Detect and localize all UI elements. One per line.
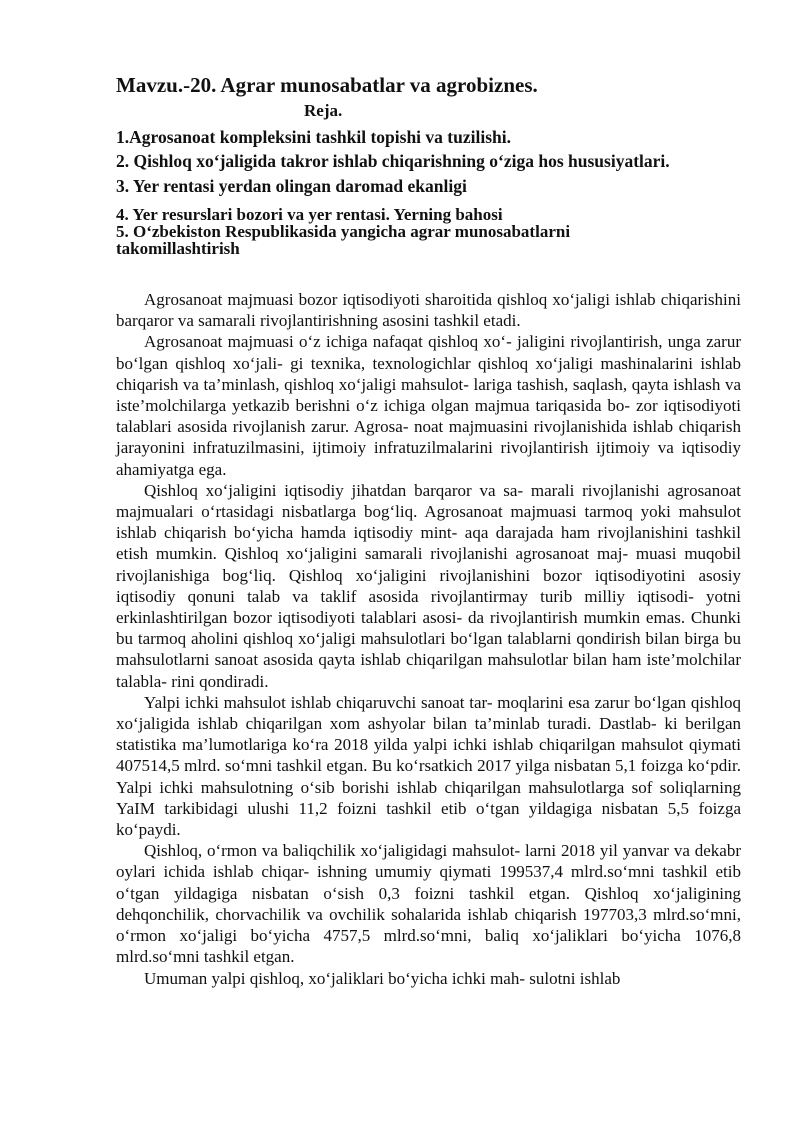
plan-list-continued [116, 206, 716, 257]
plan-item-4: 4. Yer resurslari bozori va yer rentasi. Yerning bahosi [116, 205, 503, 224]
plan-heading: Reja. [304, 101, 343, 120]
body-text [116, 289, 741, 989]
plan-item-5: 5. O‘zbekiston Respublikasida yangicha agrar munosabatlarni [116, 222, 571, 241]
page-title: Mavzu.-20. Agrar munosabatlar va agrobiznes. [116, 73, 538, 97]
plan-item-5-continued: takomillashtirish [116, 239, 240, 258]
plan-item-2: 2. Qishloq xo‘jaligida takror ishlab chiqarishning o‘ziga hos hususiyatlari. [116, 151, 670, 171]
paragraph: Agrosanoat majmuasi bozor iqtisodiyoti sharoitida qishloq xo‘jaligi ishlab chiqarishini barqaror va samarali rivojlantirishning asosini tashkil etadi. [116, 290, 741, 331]
paragraph: Yalpi ichki mahsulot ishlab chiqaruvchi sanoat tar- moqlarini esa zarur bo‘lgan qishloq xo‘jaligida ishlab chiqarilgan xom ashyolar bilan ta’minlab turadi. Dastlab- ki berilgan statistika ma’lumotlariga ko‘ra 2018 yilda yalpi ichki ishlab chiqarilgan mahsulot qiymati 407514,5 mlrd. so‘mni tashkil etgan. Bu ko‘rsatkich 2017 yilga nisbatan 5,1 foizga ko‘pdir. Yalpi ichki mahsulotning o‘sib borishi ishlab chiqarilgan mahsulotlarga sof soliqlarning YaIM tarkibidagi ulushi 11,2 foizni tashkil etib o‘tgan yildagiga nisbatan 5,5 foizga ko‘paydi. [116, 692, 741, 840]
paragraph: Agrosanoat majmuasi o‘z ichiga nafaqat qishloq xo‘- jaligini rivojlantirish, unga zarur bo‘lgan qishloq xo‘jali- gi texnika, texnologichlar qishloq xo‘jaligi mashinalarini ishlab chiqarish va ta’minlash, qishloq xo‘jaligi mahsulot- lariga tashish, saqlash, qayta ishlash va iste’molchilarga yetkazib berishni o‘z ichiga olgan majmua tariqasida bo- zor iqtisodiyoti talablari asosida rivojlanish zarur. Agrosa- noat majmuasini rivojlanishida ishlab chiqarish jarayonini infratuzilmasini, ijtimoiy infratuzilmalarini rivojlantirish ijtimoiy va iqtisodiy ahamiyatga ega. [116, 332, 741, 479]
paragraph: Qishloq, o‘rmon va baliqchilik xo‘jaligidagi mahsulot- larni 2018 yil yanvar va dekabr oylari ichida ishlab chiqar- ishning umumiy qiymati 199537,4 mlrd.so‘mni tashkil etib o‘tgan yildagiga nisbatan o‘sish 0,3 foizni tashkil etgan. Qishloq xo‘jaligining dehqonchilik, chorvachilik va ovchilik sohalarida ishlab chiqarish 197703,3 mlrd.so‘mni, o‘rmon xo‘jaligi bo‘yicha 4757,5 mlrd.so‘mni, baliq xo‘jaliklari bo‘yicha 1076,8 mlrd.so‘mni tashkil etgan. [116, 841, 741, 967]
plan-item-1: 1.Agrosanoat kompleksini tashkil topishi va tuzilishi. [116, 127, 511, 147]
paragraph: Umuman yalpi qishloq, xo‘jaliklari bo‘yicha ichki mah- sulotni ishlab [144, 968, 621, 988]
plan-item-3: 3. Yer rentasi yerdan olingan daromad ekanligi [116, 176, 467, 196]
paragraph: Qishloq xo‘jaligini iqtisodiy jihatdan barqaror va sa- marali rivojlanishi agrosanoat majmualari o‘rtasidagi nisbatlarga bog‘liq. Agrosanoat majmuasi tarmoq yoki mahsulot ishlab chiqarish bo‘yicha hamda iqtisodiy mint- aqa darajada ham rivojlanishini tashkil etish mumkin. Qishloq xo‘jaligini samarali rivojlanishi agrosanoat maj- muasi muqobil rivojlanishiga bog‘liq. Qishloq xo‘jaligini rivojlanishini bozor iqtisodiyotini asosiy iqtisodiy qonuni talab va taklif asosida rivojlantirmay turib milliy iqtisodi- yotni erkinlashtirilgan bozor iqtisodiyoti talablari asosi- da rivojlantirish mumkin emas. Chunki bu tarmoq aholini qishloq xo‘jaligi mahsulotlari bo‘lgan talablarni qondirish bilan birga bu mahsulotlarni sanoat asosida qayta ishlab chiqarilgan mahsulotlar bilan ham iste’molchilar talabla- rini qondiradi. [116, 480, 741, 691]
